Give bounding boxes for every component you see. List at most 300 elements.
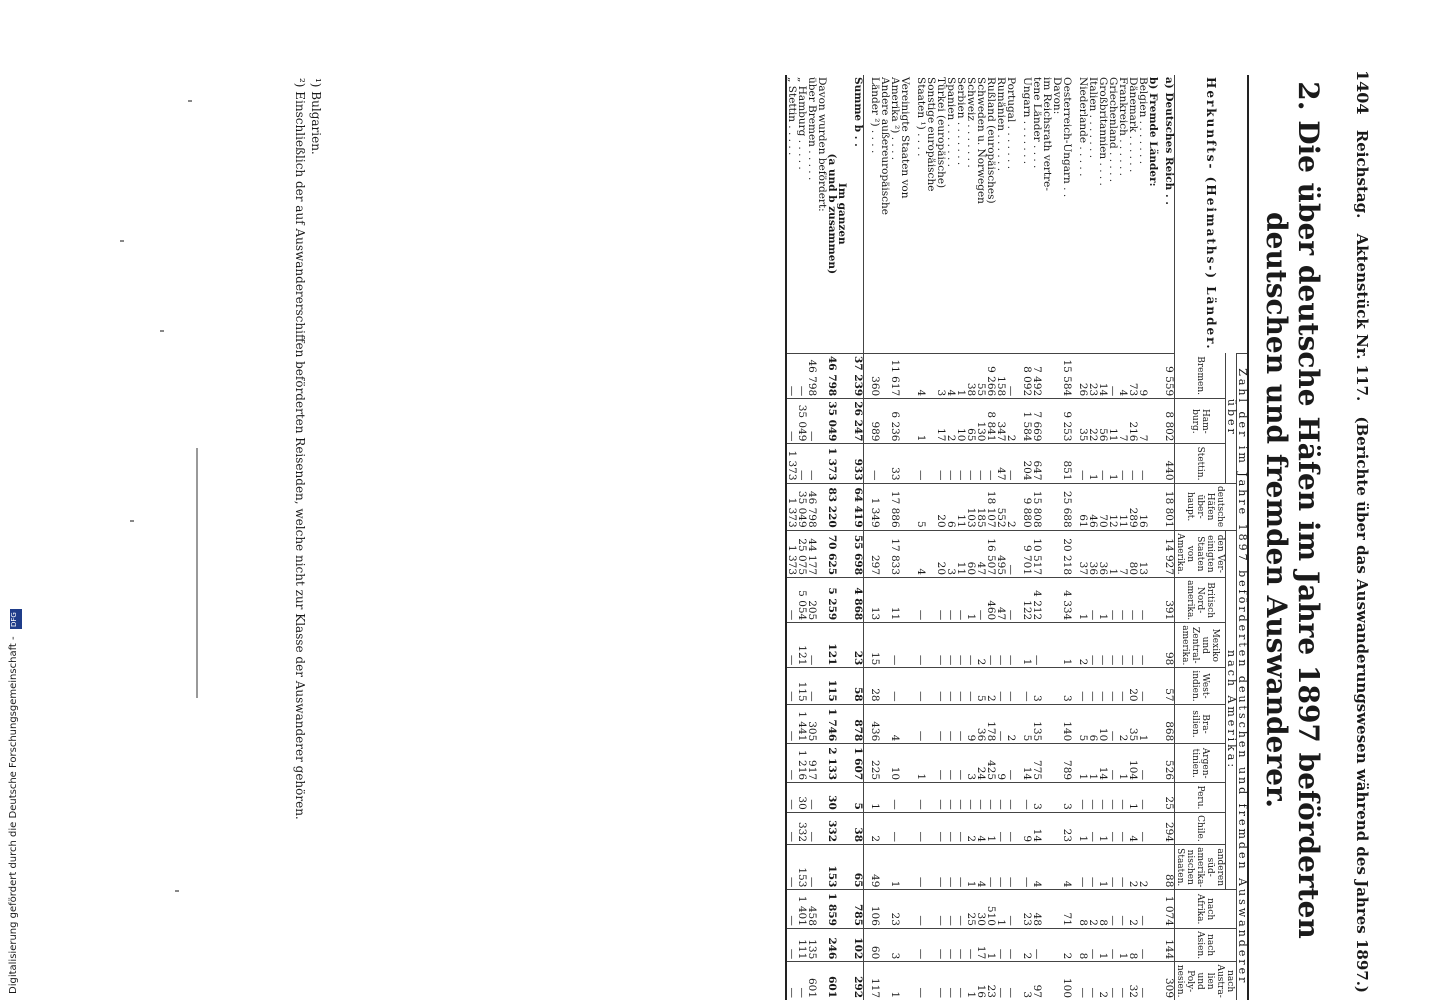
table-cell: 32 [1128,962,1138,1000]
table-cell: — [966,928,976,961]
table-cell: 9 [1022,812,1032,844]
table-cell: — [1078,783,1088,813]
table-cell: 35 [1128,704,1138,744]
row-label: über Bremen . . . . . [806,77,818,181]
table-cell: — [936,704,946,744]
table-row [1042,75,1052,1000]
table-cell: — [1138,668,1148,704]
table-cell: 115 [827,668,837,704]
table-cell: — [1006,783,1016,813]
table-cell: 1 [1128,783,1138,813]
table-cell: 38 [966,353,976,399]
table-cell: 4 [1128,812,1138,844]
table-cell: — [787,962,797,1000]
table-cell: 1 [1088,744,1098,783]
table-cell: 436 [870,704,880,744]
table-cell: 8 092 [1022,353,1032,399]
table-cell: — [956,812,966,844]
row-label: Länder ²) . . . . [869,77,881,154]
table-cell: 16 [976,962,986,1000]
digitization-note [8,610,22,994]
table-cell: 1 [986,928,996,961]
table-cell: — [976,444,986,483]
table-cell: 309 [1164,962,1175,1000]
table-cell: 17 833 [890,530,900,577]
row-label: Andere außereuropäische [879,77,891,216]
table-cell: — [1078,845,1088,890]
table-cell: 1 [1022,623,1032,668]
table-cell: 46 [1088,483,1098,530]
table-cell: — [996,623,1006,668]
header-origin: Herkunfts- (Heimaths-) Länder. [1175,75,1248,353]
table-cell: — [936,744,946,783]
table-row [926,75,936,1000]
table-row [890,75,900,1000]
table-cell: 2 [1138,845,1148,890]
table-cell: — [1138,928,1148,961]
table-cell: — [916,928,926,961]
footnote: ²) Einschließlich der auf Auswandererschiffen beförderten Reisenden, welche nicht zur Klasse der Auswanderer gehören. [293,78,307,820]
table-cell: 80 [1128,530,1138,577]
table-cell: — [1118,962,1128,1000]
table-cell [837,845,847,890]
table-cell: — [1022,783,1032,813]
table-cell: 15 [870,623,880,668]
table-cell: — [946,812,956,844]
table-cell: 140 [1062,704,1072,744]
table-cell: — [1128,623,1138,668]
table-cell [1148,783,1158,813]
table-cell: 3 [1062,668,1072,704]
table-cell: 601 [827,962,837,1000]
table-cell: 144 [1164,928,1175,961]
table-cell: — [1098,444,1108,483]
table-cell: 6 236 [890,399,900,444]
header-main-group: Zahl der im Jahre 1897 beförderten deutschen und fremden Auswanderer [1237,353,1248,1000]
table-cell: 3 [1022,962,1032,1000]
table-cell [1042,704,1052,744]
table-cell [900,962,910,1000]
table-cell: 9 559 [1164,353,1175,399]
table-cell: — [890,623,900,668]
table-cell: — [1118,812,1128,844]
table-cell: — [936,668,946,704]
table-cell: 5 054 [797,578,807,623]
table-cell [837,353,847,399]
table-cell: — [936,928,946,961]
table-cell: 10 [890,744,900,783]
table-cell [1148,353,1158,399]
table-cell [837,962,847,1000]
table-cell: 868 [1164,704,1175,744]
table-cell: 2 [976,623,986,668]
row-label: Davon wurden befördert: [816,77,828,212]
row-label: Schweiz . . . . . . . [965,77,977,168]
table-cell: 1 [916,744,926,783]
table-cell: 2 [966,812,976,844]
table-cell: 14 [1098,744,1108,783]
table-cell: 153 [797,845,807,890]
table-cell: 3 [890,928,900,961]
table-cell: — [946,744,956,783]
row-label: Belgien . . . . . . . [1137,77,1149,165]
table-cell: 5 [976,668,986,704]
row-label: Schweden u. Norwegen [975,77,987,204]
table-cell: — [956,744,966,783]
row-label: Portugal . . . . . . . [1005,77,1017,170]
table-cell: — [1088,812,1098,844]
table-cell: 103 [966,483,976,530]
table-cell: 391 [1164,578,1175,623]
table-cell: 20 [936,530,946,577]
table-cell: 36 [1088,530,1098,577]
table-cell: — [1088,668,1098,704]
table-cell: — [986,783,996,813]
table-cell: — [966,668,976,704]
table-cell: 1 [1098,578,1108,623]
table-cell: 17 886 [890,483,900,530]
table-cell: — [1138,890,1148,928]
table-cell: — [1006,353,1016,399]
table-cell: 1 373 [787,444,797,483]
table-row [864,75,871,1000]
row-label: Rumänien . . . . . . [995,77,1007,172]
table-cell: — [1138,444,1148,483]
table-cell: 1 [966,578,976,623]
table-cell: — [956,578,966,623]
table-cell: — [956,845,966,890]
table-cell: — [956,928,966,961]
table-cell: 115 [797,668,807,704]
table-cell [837,812,847,844]
table-cell: 225 [870,744,880,783]
table-cell: 11 617 [890,353,900,399]
table-cell: 46 798 [827,353,837,399]
table-cell: — [966,623,976,668]
row-label: Summe b . . [853,75,864,353]
table-cell: — [966,444,976,483]
header-col: Bra-silien. [1175,704,1226,744]
table-cell [1042,578,1052,623]
table-cell: — [1108,783,1118,813]
table-cell: 55 [976,353,986,399]
table-row [1016,75,1022,1000]
table-cell: — [787,353,797,399]
table-cell: — [807,668,817,704]
table-cell: 4 [1118,353,1128,399]
table-cell [900,845,910,890]
table-cell: 30 [827,783,837,813]
table-cell: — [787,928,797,961]
table-cell: — [1128,444,1138,483]
table-cell: 4 [976,812,986,844]
table-cell: — [916,783,926,813]
table-cell: 9 [966,704,976,744]
table-cell: — [1006,812,1016,844]
table-cell: — [956,962,966,1000]
table-cell: 36 [976,704,986,744]
table-cell: 1 074 [1164,890,1175,928]
table-row [1108,75,1118,1000]
table-cell [1042,812,1052,844]
table-cell: 601 [807,962,817,1000]
table-cell: 2 [1078,623,1088,668]
table-cell: 55 698 [853,530,864,577]
table-cell: 121 [827,623,837,668]
table-cell [1148,623,1158,668]
table-cell: 7 492 [1032,353,1042,399]
table-cell: — [1032,928,1042,961]
table-cell: 204 [1022,444,1032,483]
table-cell [1148,530,1158,577]
row-label: Im ganzen [836,182,848,245]
table-cell: 4 [946,353,956,399]
table-cell: 2 [1118,704,1128,744]
table-cell: 97 [1032,962,1042,1000]
table-row [1098,75,1108,1000]
table-cell: — [1088,578,1098,623]
table-cell: 851 [1062,444,1072,483]
table-cell: — [1078,444,1088,483]
header-col: nach Asien. [1175,928,1237,961]
table-cell: 1 [966,962,976,1000]
table-cell: — [956,704,966,744]
table-cell: 102 [853,928,864,961]
table-cell: 2 [1006,399,1016,444]
row-label: (a und b zusammen) [826,153,838,275]
table-cell: 38 [853,812,864,844]
table-cell [1148,483,1158,530]
table-cell [1148,399,1158,444]
table-cell: — [936,623,946,668]
table-cell: 4 [916,353,926,399]
table-cell [900,812,910,844]
table-cell: — [946,444,956,483]
table-cell: — [787,783,797,813]
table-cell: 100 [1062,962,1072,1000]
table-cell: 48 [1032,890,1042,928]
table-cell: 1 [1118,928,1128,961]
table-cell: — [787,623,797,668]
table-cell: 2 [1128,890,1138,928]
table-cell: 121 [797,623,807,668]
table-cell: — [936,578,946,623]
table-cell: 70 625 [827,530,837,577]
table-cell: 23 [1088,353,1098,399]
table-cell: 1 [1118,744,1128,783]
table-cell: 1 584 [1022,399,1032,444]
header-col: Britisch Nord-amerika. [1175,578,1226,623]
table-cell: 2 [870,812,880,844]
table-cell: — [956,783,966,813]
table-row [1062,75,1072,1000]
table-cell [837,783,847,813]
table-cell: 1 [1108,530,1118,577]
table-cell: 13 [870,578,880,623]
table-cell: — [916,578,926,623]
table-cell [837,744,847,783]
table-cell [1042,483,1052,530]
table-cell: 23 [1062,812,1072,844]
header-col: den Ver-einigten Staaten von Amerika. [1175,530,1226,577]
table-cell: — [890,812,900,844]
table-cell [1042,890,1052,928]
table-cell: 57 [1164,668,1175,704]
table-cell: — [807,399,817,444]
table-cell: 13 [1138,530,1148,577]
table-cell: 23 [890,890,900,928]
table-cell: — [916,444,926,483]
table-cell: — [956,444,966,483]
table-cell: — [1006,578,1016,623]
table-cell [900,483,910,530]
table-cell: — [1118,444,1128,483]
table-cell: 7 669 [1032,399,1042,444]
digitization-text: Digitalisierung gefördert durch die Deutsche Forschungsgemeinschaft - [8,636,19,994]
table-row [1032,75,1042,1000]
table-cell: — [996,845,1006,890]
table-cell: 2 [1088,890,1098,928]
table-cell: — [946,845,956,890]
table-cell [837,530,847,577]
table-cell: 289 [1128,483,1138,530]
table-cell: — [956,668,966,704]
table-cell: — [1138,623,1148,668]
table-cell: — [916,890,926,928]
table-cell: 14 [1032,812,1042,844]
table-cell: — [1006,623,1016,668]
row-label: Sonstige europäische [925,77,937,192]
table-cell: 4 [1032,845,1042,890]
table-cell: 20 [936,483,946,530]
table-cell: 1 [1108,444,1118,483]
table-cell: 64 419 [853,483,864,530]
table-cell: 26 [1078,353,1088,399]
header-col: nach Austra-lien und Poly-nesien. [1175,962,1237,1000]
table-row [853,75,864,1000]
table-cell: — [1108,578,1118,623]
table-cell: — [946,578,956,623]
table-cell: 347 [996,399,1006,444]
table-cell: 122 [1022,578,1032,623]
table-cell: 8 841 [986,399,996,444]
table-cell: 70 [1098,483,1108,530]
table-cell: 1 373 [787,483,797,530]
table-row [1128,75,1138,1000]
table-cell [900,530,910,577]
table-cell: 98 [1164,623,1175,668]
table-cell: 24 [976,744,986,783]
table-cell: 17 [936,399,946,444]
table-cell: — [916,845,926,890]
table-cell: — [956,890,966,928]
page-title: 2. Die über deutsche Häfen im Jahre 1897 beförderten deutschen und fremden Auswanderer. [1260,81,1325,939]
table-cell: 1 [1078,578,1088,623]
table-cell [1042,783,1052,813]
table-cell: — [996,928,1006,961]
table-cell [900,704,910,744]
table-cell: — [797,444,807,483]
table-cell: 294 [1164,812,1175,844]
row-label: Staaten ¹) . . . . [915,77,927,157]
table-row [807,75,817,1000]
table-cell: 4 [916,530,926,577]
table-cell: — [976,783,986,813]
table-cell: 216 [1128,399,1138,444]
table-cell: — [946,704,956,744]
table-cell: — [966,783,976,813]
table-cell: — [1088,783,1098,813]
table-cell: — [996,704,1006,744]
footnotes [292,78,324,820]
table-cell: 360 [870,353,880,399]
table-cell [1148,962,1158,1000]
table-cell: — [956,623,966,668]
table-cell: — [797,962,807,1000]
table-cell: 22 [1088,399,1098,444]
table-cell: 205 [807,578,817,623]
table-cell: — [1108,890,1118,928]
table-cell: 2 133 [827,744,837,783]
table-cell: 3 [966,744,976,783]
table-cell [1148,578,1158,623]
table-cell: 2 [1006,704,1016,744]
table-cell: — [986,845,996,890]
row-label: Rußland (europäisches) [985,77,997,204]
table-cell: 1 216 [797,744,807,783]
table-cell: 1 441 [797,704,807,744]
table-cell: 4 [890,704,900,744]
table-cell [900,783,910,813]
table-cell: — [996,812,1006,844]
table-cell: — [1078,962,1088,1000]
page-number: 1404 [1353,70,1372,115]
table-cell [900,744,910,783]
table-cell: — [1118,845,1128,890]
table-cell: 4 [1062,845,1072,890]
table-cell: 60 [966,530,976,577]
table-cell: — [1138,744,1148,783]
row-label: Spanien . . . . . . . [945,77,957,167]
table-cell: 18 107 [986,483,996,530]
table-cell: 11 [1108,399,1118,444]
table-cell: — [1118,890,1128,928]
table-cell: 135 [1032,704,1042,744]
table-row [916,75,926,1000]
table-cell: 20 [1128,668,1138,704]
table-cell: — [1006,928,1016,961]
table-cell: 5 [1078,704,1088,744]
row-label: im Reichsrath vertre- [1041,77,1053,191]
table-cell [1042,444,1052,483]
table-cell [837,578,847,623]
table-cell: 9 253 [1062,399,1072,444]
footnote: ¹) Bulgarien. [309,78,323,155]
table-cell: — [787,668,797,704]
table-cell: — [1108,704,1118,744]
table-cell [837,483,847,530]
table-cell: — [787,890,797,928]
header-col: Stettin. [1175,444,1226,483]
table-cell: — [1006,744,1016,783]
table-cell: 4 212 [1032,578,1042,623]
table-cell: — [807,812,817,844]
table-cell: 5 [916,483,926,530]
table-row [1078,75,1088,1000]
table-cell: — [1006,962,1016,1000]
table-cell: 332 [827,812,837,844]
table-cell: 1 [916,399,926,444]
